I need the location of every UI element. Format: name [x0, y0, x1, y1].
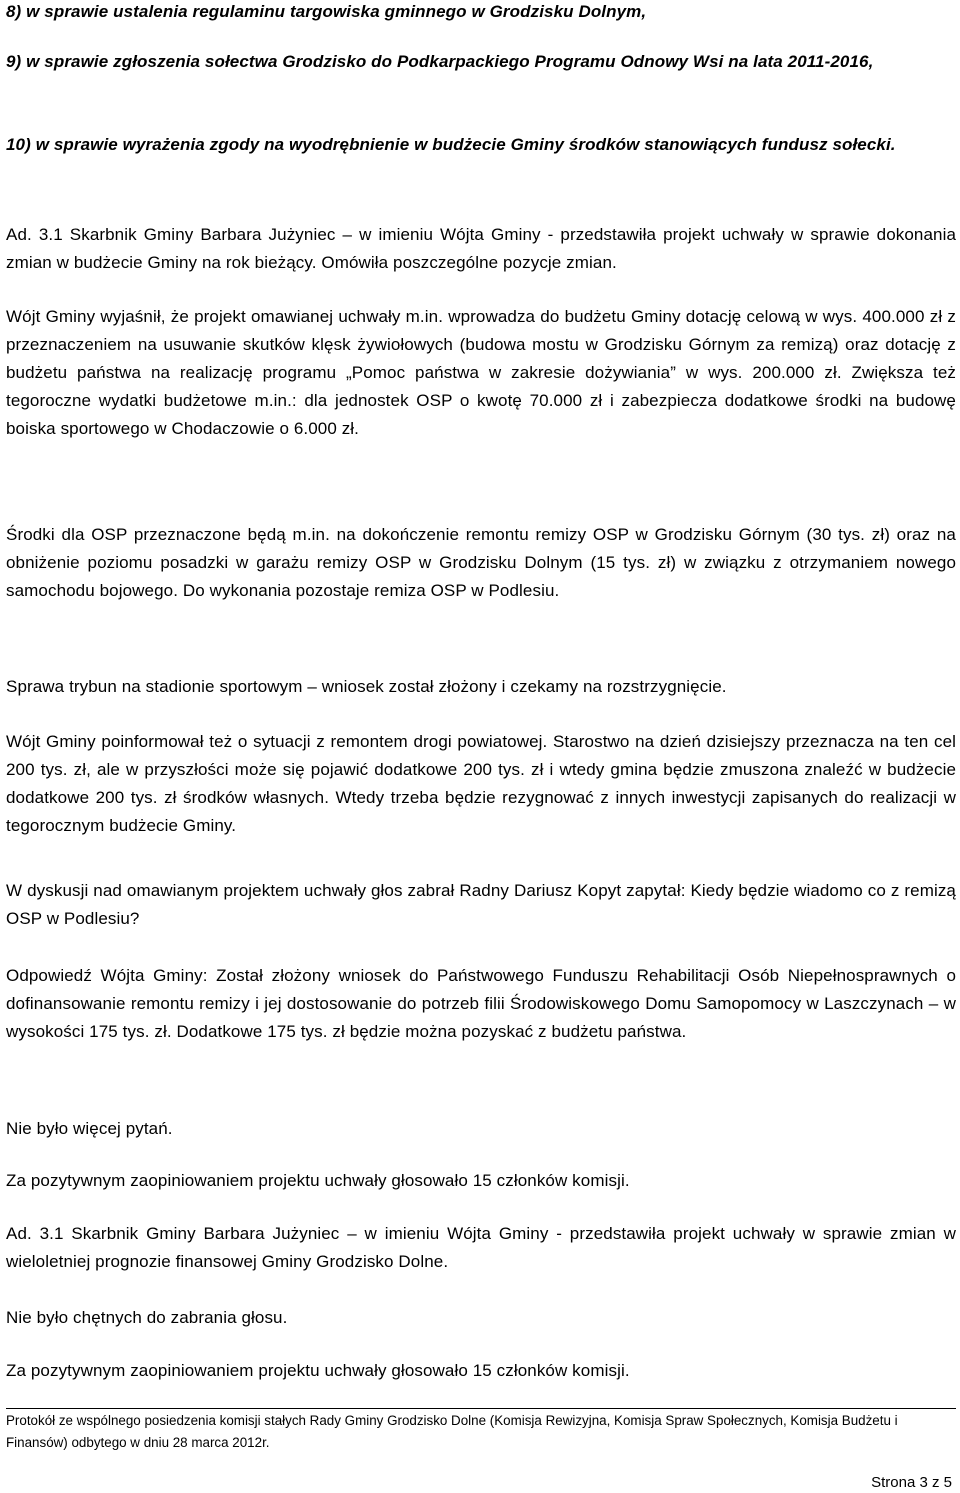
paragraph-road-repair: Wójt Gminy poinformował też o sytuacji z remontem drogi powiatowej. Starostwo na dzień dzisiejszy przeznacza na ten cel 200 tys. zł, ale w przyszłości może się pojawić dodatkowe 200 tys. zł i wtedy gmina będzie zmuszona znaleźć w budżecie dodatkowe 200 tys. zł środków własnych. Wtedy trzeba będzie rezygnować z innych inwestycji zapisanych do realizacji w tegorocznym budżecie Gminy.	[6, 732, 956, 835]
footer-text: Protokół ze wspólnego posiedzenia komisji stałych Rady Gminy Grodzisko Dolne (Komisja Rewizyjna, Komisja Spraw Społecznych, Komisja Budżetu i Finansów) odbytego w dniu 28 marca 2012r.	[6, 1413, 898, 1450]
paragraph-stadium: Sprawa trybun na stadionie sportowym – wniosek został złożony i czekamy na rozstrzygnięcie.	[6, 677, 727, 696]
document-page	[6, 0, 956, 1492]
paragraph-osp-funds: Środki dla OSP przeznaczone będą m.in. na dokończenie remontu remizy OSP w Grodzisku Górnym (30 tys. zł) oraz na obniżenie poziomu posadzki w garażu remizy OSP w Grodzisku Dolnym (15 tys. zł) w związku z otrzymaniem nowego samochodu bojowego. Do wykonania pozostaje remiza OSP w Podlesiu.	[6, 525, 956, 600]
paragraph-no-speakers: Nie było chętnych do zabrania głosu.	[6, 1308, 288, 1327]
page-number: Strona 3 z 5	[871, 1474, 952, 1491]
footer-divider	[6, 1408, 956, 1409]
paragraph-vote-result-2: Za pozytywnym zaopiniowaniem projektu uchwały głosowało 15 członków komisji.	[6, 1361, 630, 1380]
paragraph-mayor-answer: Odpowiedź Wójta Gminy: Został złożony wniosek do Państwowego Funduszu Rehabilitacji Osób Niepełnosprawnych o dofinansowanie remontu remizy i jej dostosowanie do potrzeb filii Środowiskowego Domu Samopomocy w Laszczynach – w wysokości 175 tys. zł. Dodatkowe 175 tys. zł będzie można pozyskać z budżetu państwa.	[6, 966, 956, 1041]
paragraph-discussion-question: W dyskusji nad omawianym projektem uchwały głos zabrał Radny Dariusz Kopyt zapytał: Kiedy będzie wiadomo co z remizą OSP w Podlesiu?	[6, 881, 956, 928]
agenda-item-9: 9) w sprawie zgłoszenia sołectwa Grodzisko do Podkarpackiego Programu Odnowy Wsi na lata 2011-2016,	[6, 52, 874, 71]
paragraph-vote-result-1: Za pozytywnym zaopiniowaniem projektu uchwały głosowało 15 członków komisji.	[6, 1171, 630, 1190]
agenda-item-8: 8) w sprawie ustalenia regulaminu targowiska gminnego w Grodzisku Dolnym,	[6, 2, 647, 21]
paragraph-budget-changes: Ad. 3.1 Skarbnik Gminy Barbara Jużyniec – w imieniu Wójta Gminy - przedstawiła projekt uchwały w sprawie dokonania zmian w budżecie Gminy na rok bieżący. Omówiła poszczególne pozycje zmian.	[6, 225, 956, 272]
paragraph-no-more-questions: Nie było więcej pytań.	[6, 1119, 173, 1138]
paragraph-mayor-explanation: Wójt Gminy wyjaśnił, że projekt omawianej uchwały m.in. wprowadza do budżetu Gminy dotację celową w wys. 400.000 zł z przeznaczeniem na usuwanie skutków klęsk żywiołowych (budowa mostu w Grodzisku Górnym za remizą) oraz dotację z budżetu państwa na realizację programu „Pomoc państwa w zakresie dożywiania” w wys. 200.000 zł. Zwiększa też tegoroczne wydatki budżetowe m.in.: dla jednostek OSP o kwotę 70.000 zł i zabezpiecza dodatkowe środki na budowę boiska sportowego w Chodaczowie o 6.000 zł.	[6, 307, 956, 438]
paragraph-financial-forecast: Ad. 3.1 Skarbnik Gminy Barbara Jużyniec – w imieniu Wójta Gminy - przedstawiła projekt uchwały w sprawie zmian w wieloletniej prognozie finansowej Gminy Grodzisko Dolne.	[6, 1224, 956, 1271]
agenda-item-10: 10) w sprawie wyrażenia zgody na wyodrębnienie w budżecie Gminy środków stanowiących fundusz sołecki.	[6, 135, 896, 154]
